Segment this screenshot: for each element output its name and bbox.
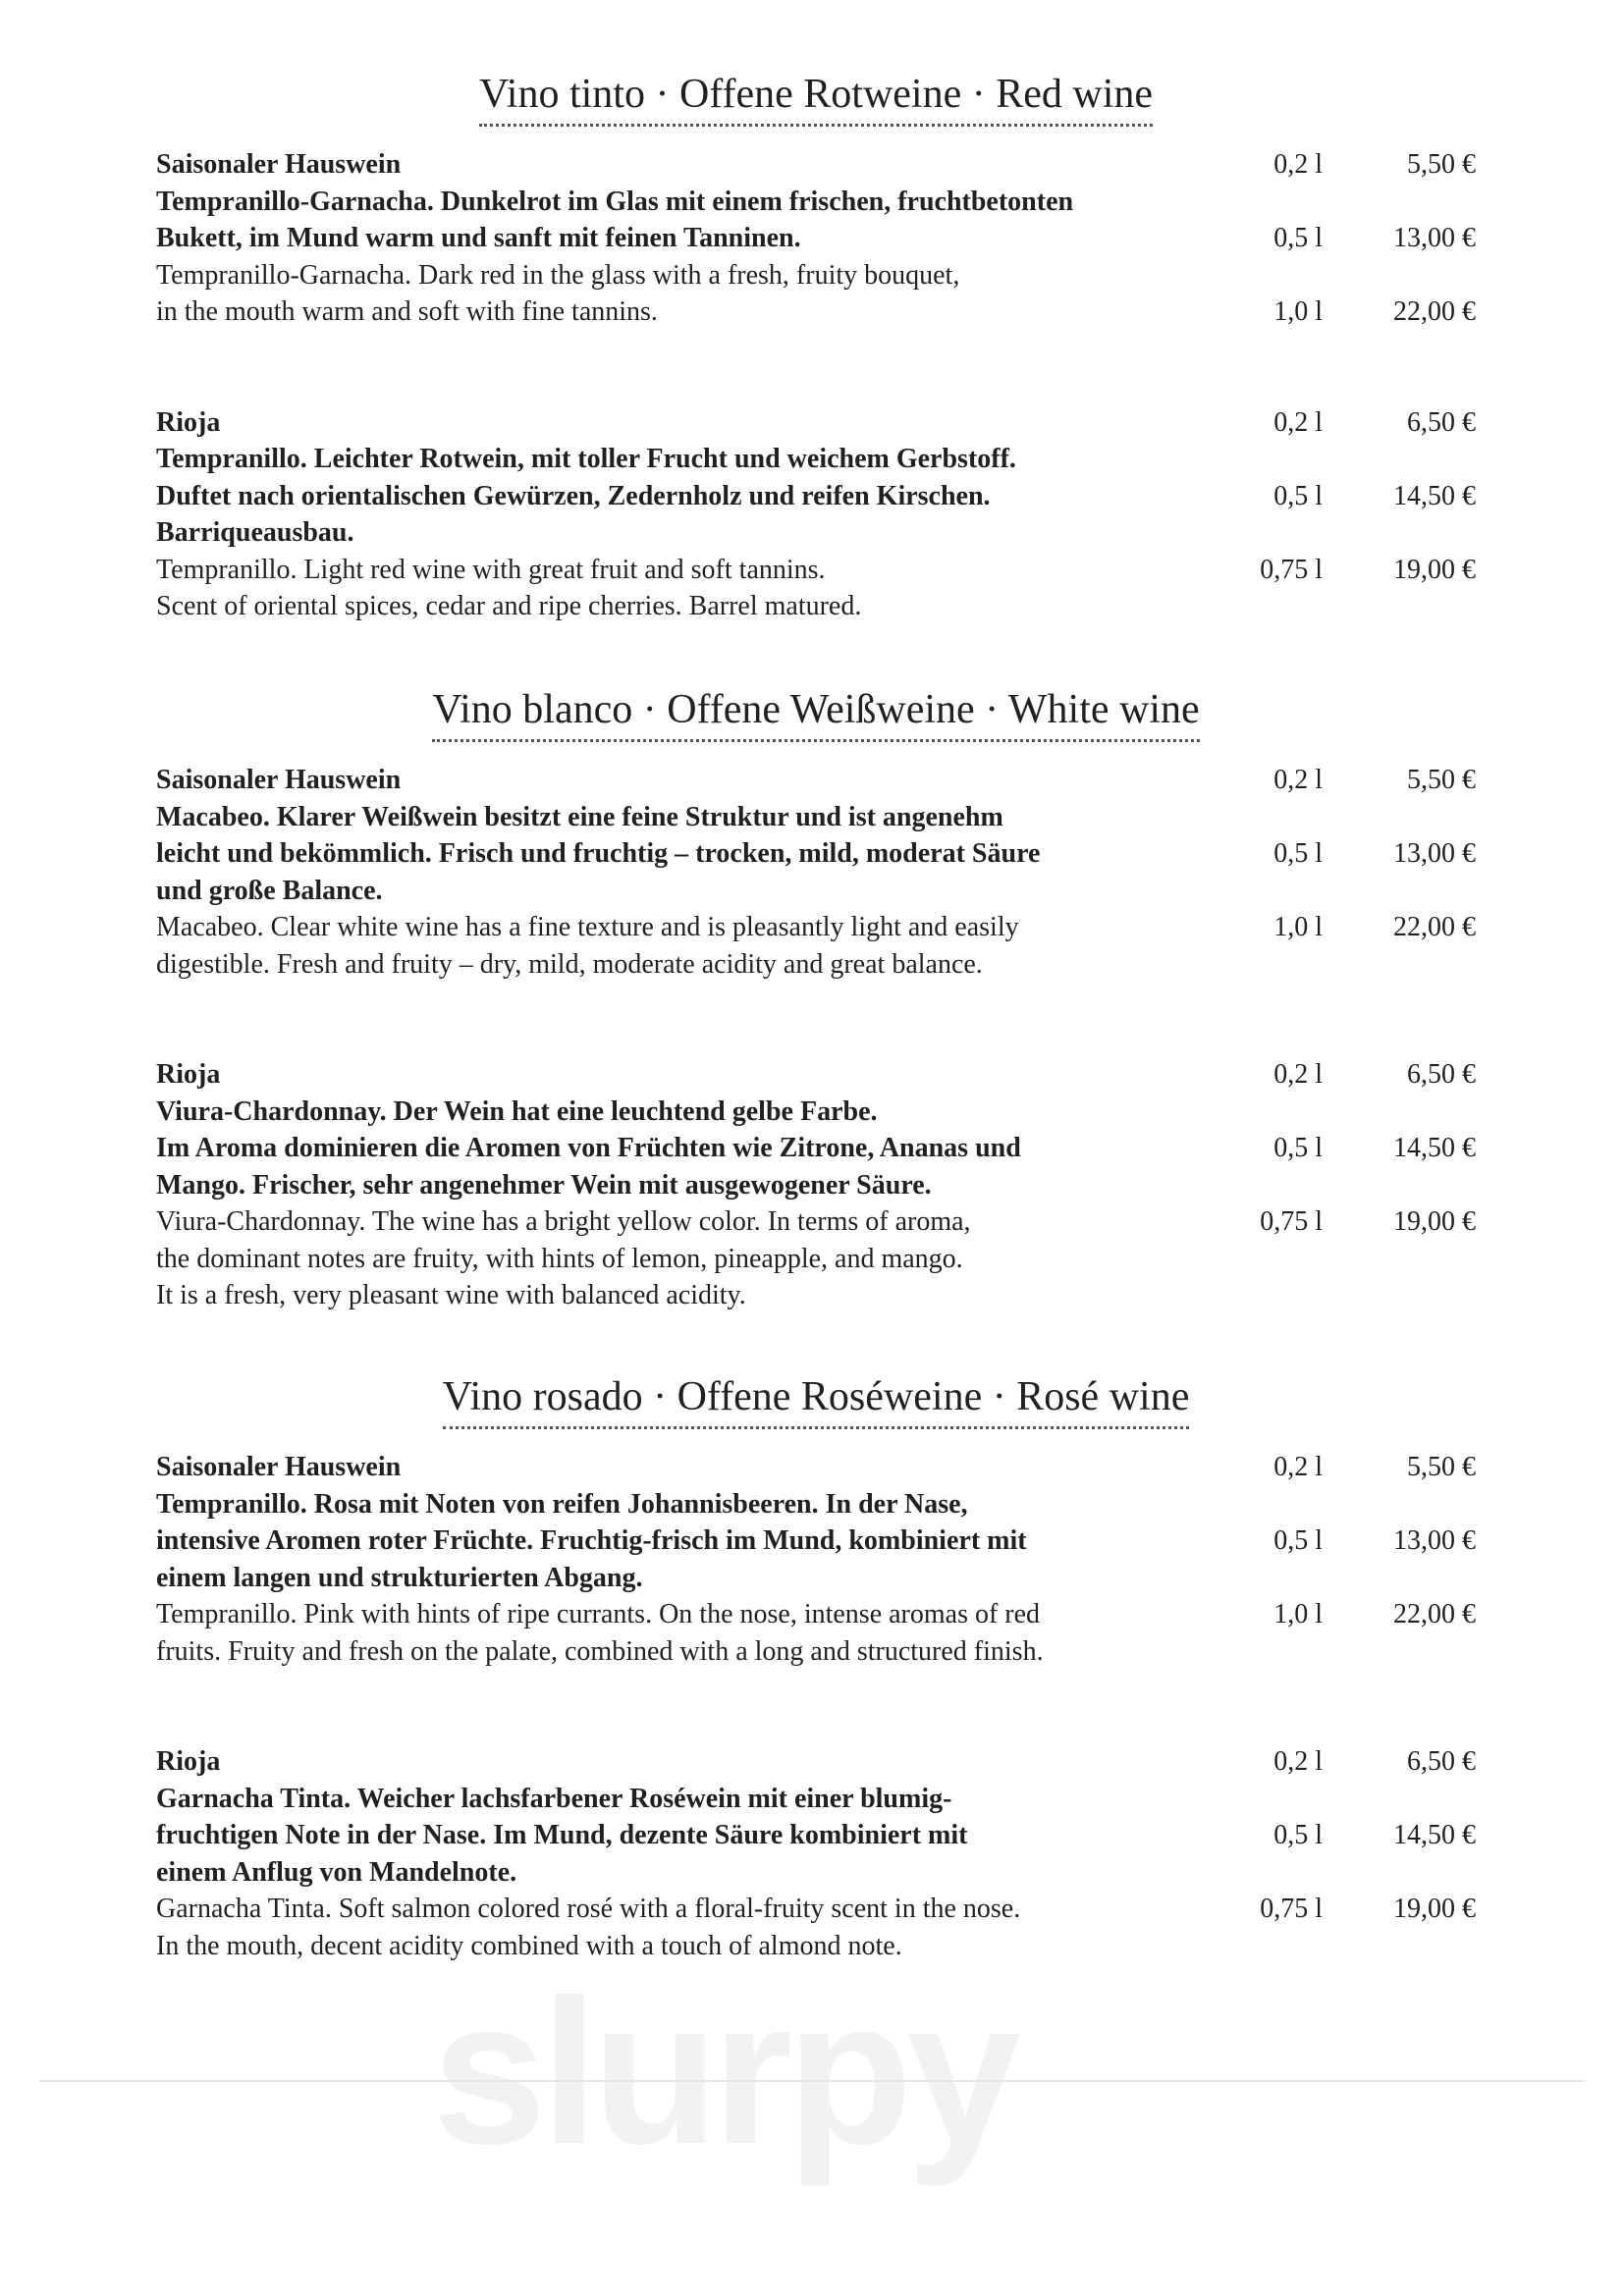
description-de: fruchtigen Note in der Nase. Im Mund, dezente Säure kombiniert mit — [156, 1820, 968, 1850]
section-title — [156, 1371, 1476, 1429]
description-de: Tempranillo-Garnacha. Dunkelrot im Glas mit einem frischen, fruchtbetonten — [156, 186, 1074, 217]
price-row — [1220, 220, 1476, 257]
description-de: intensive Aromen roter Früchte. Fruchtig-frisch im Mund, kombiniert mit — [156, 1525, 1027, 1556]
price-row — [1220, 1596, 1476, 1633]
volume: 0,2 l — [1273, 765, 1323, 795]
price: 19,00 € — [1393, 1894, 1476, 1924]
volume: 0,2 l — [1273, 1059, 1323, 1090]
volume: 0,75 l — [1260, 554, 1323, 585]
wine-item — [156, 404, 1476, 625]
price: 14,50 € — [1393, 1133, 1476, 1163]
description-en: Macabeo. Clear white wine has a fine texture and is pleasantly light and easily — [156, 912, 1019, 942]
description-de: Macabeo. Klarer Weißwein besitzt eine feine Struktur und ist angenehm — [156, 801, 1003, 832]
volume: 1,0 l — [1273, 296, 1323, 327]
wine-name: Saisonaler Hauswein — [156, 149, 402, 180]
section-title-text: Vino tinto · Offene Rotweine · Red wine — [479, 69, 1153, 127]
wine-name: Saisonaler Hauswein — [156, 765, 402, 795]
price-row — [1220, 1743, 1476, 1781]
description-de: einem Anflug von Mandelnote. — [156, 1856, 517, 1888]
description-en: Garnacha Tinta. Soft salmon colored rosé with a floral-fruity scent in the nose. — [156, 1894, 1021, 1924]
description-de: und große Balance. — [156, 875, 383, 906]
price: 6,50 € — [1407, 1746, 1476, 1777]
description-en: Tempranillo-Garnacha. Dark red in the glass with a fresh, fruity bouquet, — [156, 259, 960, 291]
price-row — [1220, 478, 1476, 515]
price: 22,00 € — [1393, 912, 1476, 942]
section-title — [156, 684, 1476, 742]
section-title-text: Vino blanco · Offene Weißweine · White wine — [432, 684, 1199, 742]
price-row — [1220, 404, 1476, 442]
price: 22,00 € — [1393, 296, 1476, 327]
price: 13,00 € — [1393, 223, 1476, 253]
description-de: Duftet nach orientalischen Gewürzen, Zedernholz und reifen Kirschen. — [156, 480, 991, 511]
volume: 0,2 l — [1273, 149, 1323, 180]
description-en: In the mouth, decent acidity combined with a touch of almond note. — [156, 1930, 902, 1961]
volume: 0,2 l — [1273, 406, 1323, 438]
watermark-logo: slurpy — [432, 1956, 1016, 2187]
price: 19,00 € — [1393, 1206, 1476, 1237]
price: 14,50 € — [1393, 480, 1476, 511]
wine-item — [156, 146, 1476, 331]
description-de: Tempranillo. Rosa mit Noten von reifen Johannisbeeren. In der Nase, — [156, 1488, 968, 1520]
price-row — [1220, 1203, 1476, 1241]
description-de: Mango. Frischer, sehr angenehmer Wein mit ausgewogener Säure. — [156, 1169, 932, 1201]
price-row — [1220, 1056, 1476, 1094]
price-row — [1220, 762, 1476, 799]
description-de: einem langen und strukturierten Abgang. — [156, 1562, 643, 1593]
price-row — [1220, 1449, 1476, 1486]
price-row — [1220, 1891, 1476, 1928]
description-en: digestible. Fresh and fruity – dry, mild, moderate acidity and great balance. — [156, 948, 983, 980]
footer-divider — [39, 2080, 1585, 2082]
description-de: Barriqueausbau. — [156, 517, 354, 548]
price-row — [1220, 294, 1476, 331]
wine-name: Rioja — [156, 1746, 221, 1777]
wine-item — [156, 762, 1476, 983]
description-de: Im Aroma dominieren die Aromen von Früchten wie Zitrone, Ananas und — [156, 1133, 1021, 1163]
description-en: Tempranillo. Light red wine with great fruit and soft tannins. — [156, 554, 826, 585]
wine-name: Rioja — [156, 1059, 221, 1090]
price-row — [1220, 1130, 1476, 1167]
section-title — [156, 69, 1476, 127]
price: 5,50 € — [1407, 149, 1476, 180]
volume: 1,0 l — [1273, 912, 1323, 942]
volume: 0,2 l — [1273, 1452, 1323, 1482]
volume: 0,75 l — [1260, 1206, 1323, 1237]
description-en: in the mouth warm and soft with fine tannins. — [156, 296, 658, 327]
price: 14,50 € — [1393, 1820, 1476, 1850]
price-row — [1220, 835, 1476, 873]
description-en: Viura-Chardonnay. The wine has a bright yellow color. In terms of aroma, — [156, 1206, 971, 1237]
price: 13,00 € — [1393, 838, 1476, 869]
description-de: Bukett, im Mund warm und sanft mit feinen Tanninen. — [156, 223, 801, 253]
price-row — [1220, 1817, 1476, 1854]
price-row — [1220, 552, 1476, 589]
volume: 0,5 l — [1273, 838, 1323, 869]
menu-section — [156, 69, 1476, 699]
description-en: Scent of oriental spices, cedar and ripe cherries. Barrel matured. — [156, 591, 862, 621]
price: 5,50 € — [1407, 765, 1476, 795]
price-row — [1220, 1522, 1476, 1560]
volume: 0,5 l — [1273, 1820, 1323, 1850]
description-en: Tempranillo. Pink with hints of ripe currants. On the nose, intense aromas of red — [156, 1599, 1041, 1629]
wine-item — [156, 1449, 1476, 1670]
description-de: leicht und bekömmlich. Frisch und fruchtig – trocken, mild, moderat Säure — [156, 838, 1041, 869]
wine-item — [156, 1056, 1476, 1314]
menu-section — [156, 1371, 1476, 2038]
volume: 0,75 l — [1260, 1894, 1323, 1924]
section-title-text: Vino rosado · Offene Roséweine · Rosé wine — [443, 1371, 1190, 1429]
price: 19,00 € — [1393, 554, 1476, 585]
wine-item — [156, 1743, 1476, 1964]
volume: 0,5 l — [1273, 1525, 1323, 1556]
description-en: fruits. Fruity and fresh on the palate, combined with a long and structured finish. — [156, 1635, 1044, 1667]
wine-name: Rioja — [156, 406, 221, 438]
menu-section — [156, 684, 1476, 1388]
volume: 0,2 l — [1273, 1746, 1323, 1777]
price: 6,50 € — [1407, 1059, 1476, 1090]
volume: 0,5 l — [1273, 223, 1323, 253]
price: 6,50 € — [1407, 406, 1476, 438]
description-de: Garnacha Tinta. Weicher lachsfarbener Roséwein mit einer blumig- — [156, 1783, 952, 1814]
price: 13,00 € — [1393, 1525, 1476, 1556]
price: 22,00 € — [1393, 1599, 1476, 1629]
description-en: It is a fresh, very pleasant wine with balanced acidity. — [156, 1280, 746, 1310]
description-de: Tempranillo. Leichter Rotwein, mit toller Frucht und weichem Gerbstoff. — [156, 444, 1016, 474]
description-en: the dominant notes are fruity, with hints of lemon, pineapple, and mango. — [156, 1243, 963, 1274]
price-row — [1220, 146, 1476, 184]
price-row — [1220, 909, 1476, 946]
wine-name: Saisonaler Hauswein — [156, 1452, 402, 1482]
price: 5,50 € — [1407, 1452, 1476, 1482]
volume: 1,0 l — [1273, 1599, 1323, 1629]
volume: 0,5 l — [1273, 1133, 1323, 1163]
volume: 0,5 l — [1273, 480, 1323, 511]
description-de: Viura-Chardonnay. Der Wein hat eine leuchtend gelbe Farbe. — [156, 1095, 878, 1127]
